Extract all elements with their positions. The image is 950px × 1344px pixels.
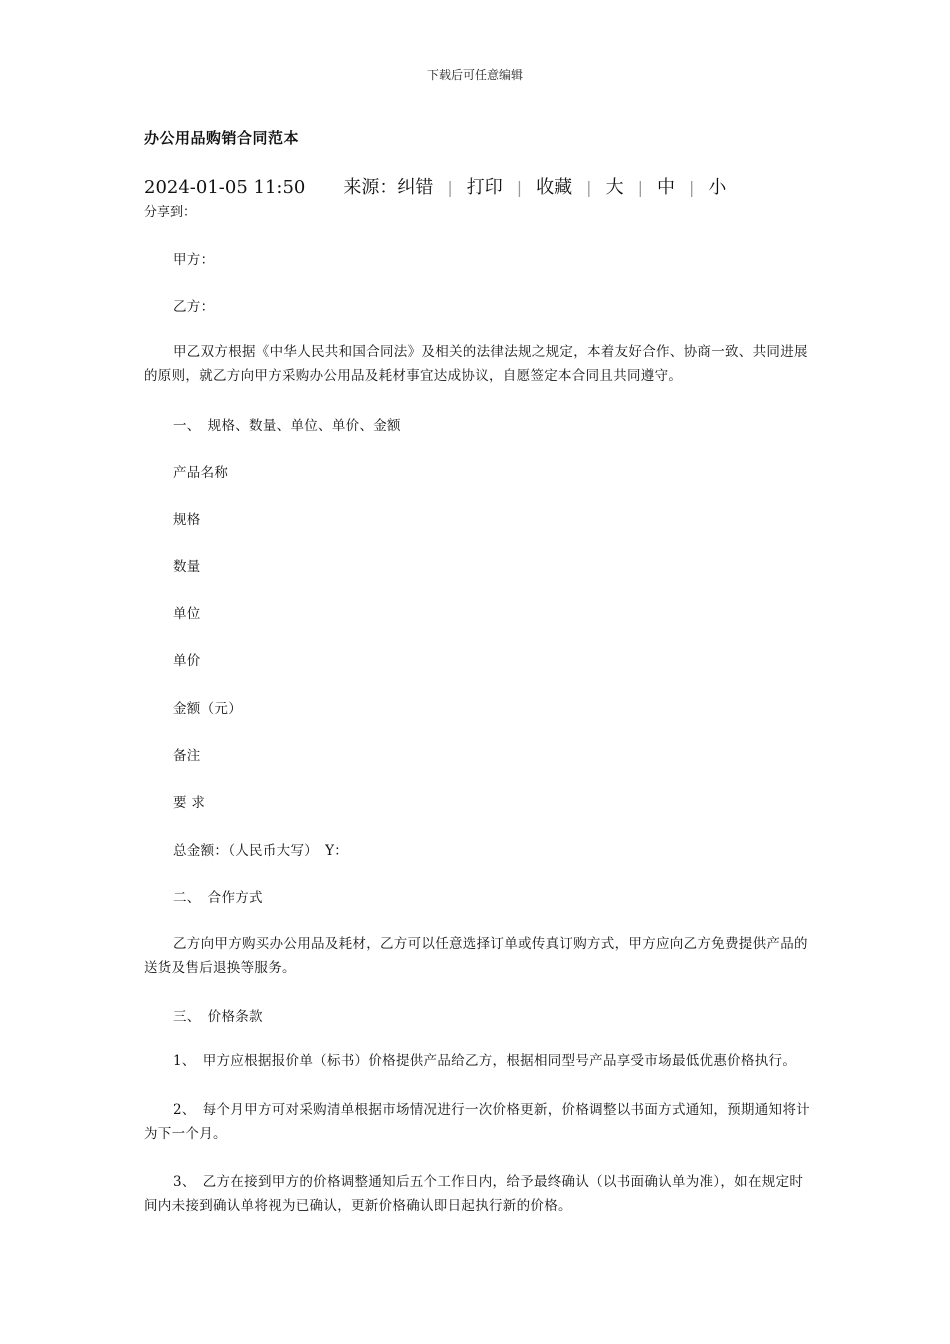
field-remarks: 备注 — [173, 748, 201, 764]
font-large-link[interactable]: 大 — [605, 177, 624, 198]
header-note: 下载后可任意编辑 — [426, 68, 523, 82]
field-unit-price: 单价 — [173, 653, 201, 669]
party-a-line: 甲方： — [173, 252, 215, 268]
document-title: 办公用品购销合同范本 — [144, 129, 300, 147]
font-medium-link[interactable]: 中 — [656, 177, 675, 198]
field-amount: 金额（元） — [173, 701, 242, 717]
field-unit: 单位 — [173, 606, 201, 622]
font-small-link[interactable]: 小 — [708, 177, 727, 198]
total-amount-line: 总金额：（人民币大写） Y： — [173, 843, 349, 859]
meta-row — [144, 173, 726, 199]
price-clause-1: 1、 甲方应根据报价单（标书）价格提供产品给乙方，根据相同型号产品享受市场最低优惠价格执行。 — [173, 1053, 797, 1069]
field-requirements: 要 求 — [173, 795, 206, 811]
publish-datetime: 2024-01-05 11:50 — [144, 177, 306, 198]
field-product-name: 产品名称 — [173, 465, 229, 481]
print-link[interactable]: 打印 — [466, 177, 503, 198]
favorite-link[interactable]: 收藏 — [536, 177, 573, 198]
section-2-paragraph: 乙方向甲方购买办公用品及耗材，乙方可以任意选择订单或传真订购方式，甲方应向乙方免费提供产品的送货及售后退换等服务。 — [144, 936, 808, 976]
divider: | — [447, 178, 453, 197]
section-3-heading: 三、 价格条款 — [173, 1009, 263, 1025]
intro-paragraph: 甲乙双方根据《中华人民共和国合同法》及相关的法律法规之规定，本着友好合作、协商一致、共同进展的原则，就乙方向甲方采购办公用品及耗材事宜达成协议，自愿签定本合同且共同遵守。 — [144, 344, 808, 384]
report-error-link[interactable]: 纠错 — [397, 177, 434, 198]
section-2-heading: 二、 合作方式 — [173, 890, 263, 906]
party-b-line: 乙方： — [173, 299, 215, 315]
price-clause-2: 2、 每个月甲方可对采购清单根据市场情况进行一次价格更新，价格调整以书面方式通知，预期通知将计为下一个月。 — [144, 1102, 810, 1142]
divider: | — [688, 178, 695, 197]
field-quantity: 数量 — [173, 559, 201, 575]
divider: | — [637, 178, 643, 197]
source-label: 来源： — [343, 177, 398, 198]
divider: | — [516, 178, 523, 197]
section-1-heading: 一、 规格、数量、单位、单价、金额 — [173, 418, 401, 434]
divider: | — [586, 178, 592, 197]
share-label: 分享到： — [144, 205, 197, 220]
price-clause-3: 3、 乙方在接到甲方的价格调整通知后五个工作日内，给予最终确认（以书面确认单为准），如在规定时间内未接到确认单将视为已确认，更新价格确认即日起执行新的价格。 — [144, 1174, 804, 1214]
field-spec: 规格 — [173, 512, 201, 528]
